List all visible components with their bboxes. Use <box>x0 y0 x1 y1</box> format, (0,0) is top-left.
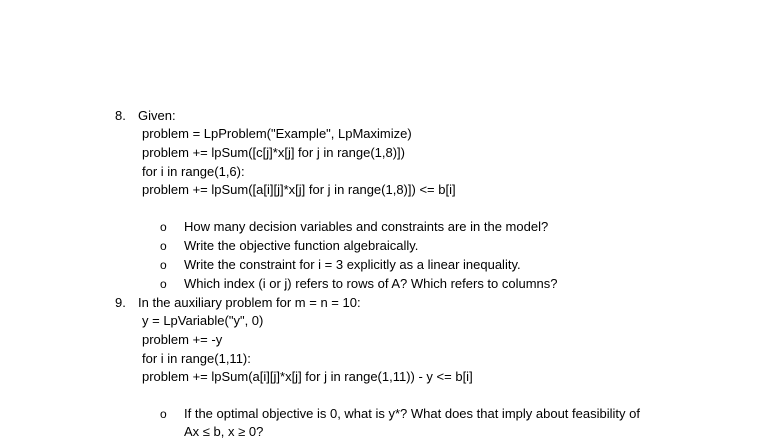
item-9-code-line-2: problem += -y <box>142 332 223 347</box>
item-8-bullet-1: How many decision variables and constraints are in the model? <box>184 219 549 234</box>
bullet-icon: o <box>160 258 167 272</box>
bullet-icon: o <box>160 239 167 253</box>
item-8-bullet-4: Which index (i or j) refers to rows of A? Which refers to columns? <box>184 276 558 291</box>
bullet-icon: o <box>160 220 167 234</box>
item-8-number: 8. <box>115 108 126 123</box>
item-8-prompt: Given: <box>138 108 176 123</box>
item-8-code-line-2: problem += lpSum([c[j]*x[j] for j in range(1,8)]) <box>142 145 405 160</box>
item-8-bullet-2: Write the objective function algebraically. <box>184 238 419 253</box>
bullet-icon: o <box>160 277 167 291</box>
bullet-icon: o <box>160 407 167 421</box>
item-8-code-line-4: problem += lpSum([a[i][j]*x[j] for j in range(1,8)]) <= b[i] <box>142 182 456 197</box>
item-9-number: 9. <box>115 295 126 310</box>
item-9-code-line-3: for i in range(1,11): <box>142 351 251 366</box>
item-9-code-line-4: problem += lpSum(a[i][j]*x[j] for j in range(1,11)) - y <= b[i] <box>142 369 473 384</box>
item-8-code-line-1: problem = LpProblem("Example", LpMaximize) <box>142 126 412 141</box>
item-9-prompt: In the auxiliary problem for m = n = 10: <box>138 295 361 310</box>
item-9-bullet-1: If the optimal objective is 0, what is y*? What does that imply about feasibility of <box>184 406 640 421</box>
item-8-bullet-3: Write the constraint for i = 3 explicitly as a linear inequality. <box>184 257 521 272</box>
item-9-bullet-1-continued: Ax ≤ b, x ≥ 0? <box>184 424 264 439</box>
item-9-code-line-1: y = LpVariable("y", 0) <box>142 313 264 328</box>
item-8-code-line-3: for i in range(1,6): <box>142 164 245 179</box>
